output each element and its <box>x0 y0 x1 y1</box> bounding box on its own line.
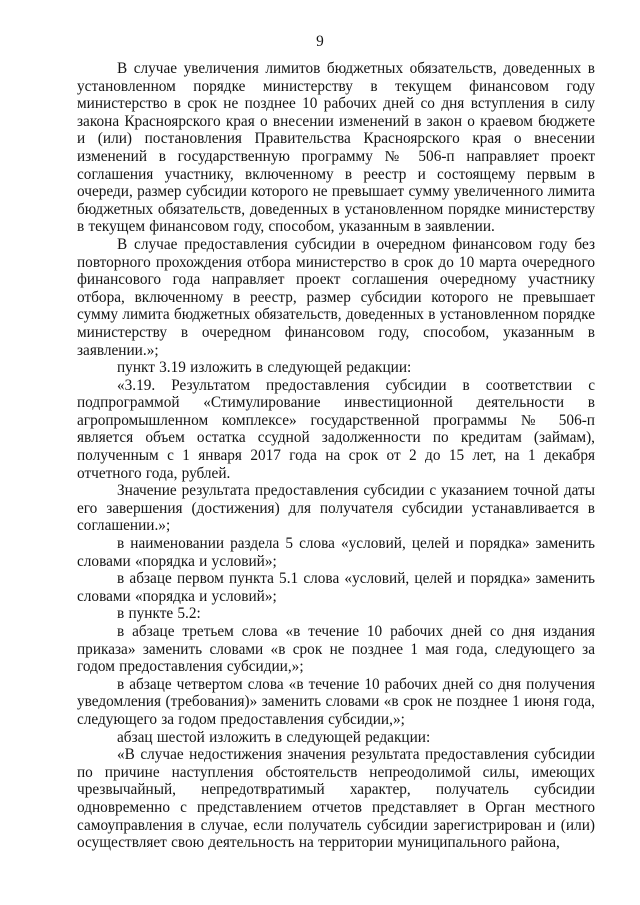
paragraph: в пункте 5.2: <box>117 605 201 623</box>
document-body <box>77 60 595 852</box>
paragraph: абзац шестой изложить в следующей редакции: <box>117 728 431 746</box>
paragraph: Значение результата предоставления субсидии с указанием точной даты его завершения (достижения) для получателя субсидии устанавливается в соглашении.»; <box>77 482 595 535</box>
page-number: 9 <box>316 33 324 50</box>
paragraph: В случае предоставления субсидии в очередном финансовом году без повторного прохождения отбора министерство в срок до 10 марта очередного финансового года направляет проект соглашения очередному участнику отбора, включенному в реестр, размер субсидии которого не превышает сумму лимита бюджетных обязательств, доведенных в установленном порядке министерству в очередном финансовом году, способом, указанным в заявлении.»; <box>77 235 595 359</box>
paragraph: в абзаце третьем слова «в течение 10 рабочих дней со дня издания приказа» заменить словами «в срок не позднее 1 мая года, следующего за годом предоставления субсидии,»; <box>77 623 595 676</box>
paragraph: в абзаце четвертом слова «в течение 10 рабочих дней со дня получения уведомления (требования)» заменить словами «в срок не позднее 1 июня года, следующего за годом предоставления субсидии,»; <box>77 675 595 728</box>
paragraph: в наименовании раздела 5 слова «условий, целей и порядка» заменить словами «порядка и условий»; <box>77 535 595 570</box>
paragraph: в абзаце первом пункта 5.1 слова «условий, целей и порядка» заменить словами «порядка и условий»; <box>77 570 595 605</box>
paragraph: пункт 3.19 изложить в следующей редакции: <box>117 359 412 377</box>
paragraph: В случае увеличения лимитов бюджетных обязательств, доведенных в установленном порядке министерству в текущем финансовом году министерство в срок не позднее 10 рабочих дней со дня вступления в силу закона Красноярского края о внесении изменений в закон о краевом бюджете и (или) постановления Правительства Красноярского края о внесении изменений в государственную программу № 506-п направляет проект соглашения участнику, включенному в реестр и состоящему первым в очереди, размер субсидии которого не превышает сумму увеличенного лимита бюджетных обязательств, доведенных в установленном порядке министерству в текущем финансовом году, способом, указанным в заявлении. <box>77 60 595 236</box>
paragraph: «3.19. Результатом предоставления субсидии в соответствии с подпрограммой «Стимулирование инвестиционной деятельности в агропромышленном комплексе» государственной программы № 506-п является объем остатка ссудной задолженности по кредитам (займам), полученным с 1 января 2017 года на срок от 2 до 15 лет, на 1 декабря отчетного года, рублей. <box>77 376 595 482</box>
paragraph: «В случае недостижения значения результата предоставления субсидии по причине наступления обстоятельств непреодолимой силы, имеющих чрезвычайный, непредотвратимый характер, получатель субсидии одновременно с представлением отчетов представляет в Орган местного самоуправления в случае, если получатель субсидии зарегистрирован и (или) осуществляет свою деятельность на территории муниципального района, <box>77 746 595 852</box>
